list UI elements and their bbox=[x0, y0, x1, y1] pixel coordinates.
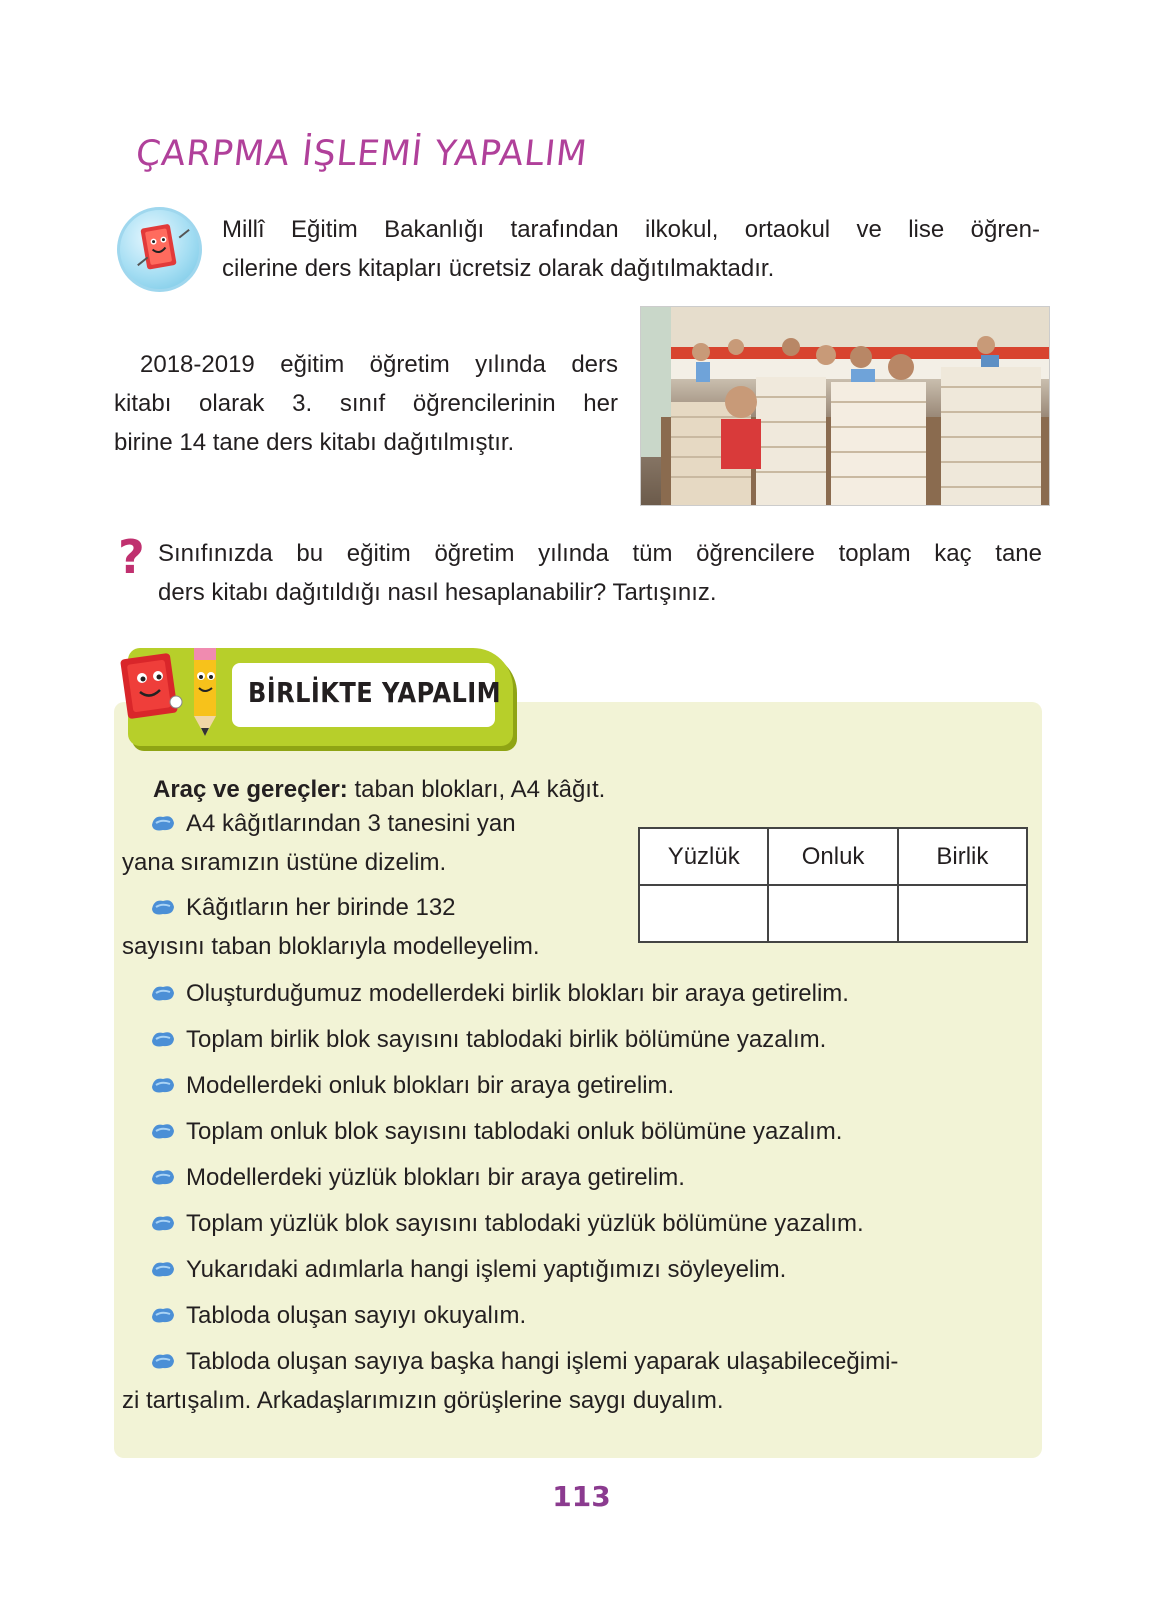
page-number: 113 bbox=[552, 1480, 611, 1513]
step-8-text: Toplam yüzlük blok sayısını tablodaki yüzlük bölümüne yazalım. bbox=[186, 1210, 864, 1237]
table-cell-yuzluk[interactable] bbox=[639, 885, 768, 942]
intro-line-1: Millî Eğitim Bakanlığı tarafından ilkokul, ortaokul ve lise öğren- bbox=[222, 216, 1040, 243]
blue-bullet-icon bbox=[150, 1068, 176, 1088]
step-10-text: Tabloda oluşan sayıyı okuyalım. bbox=[186, 1302, 527, 1329]
story-line-3: birine 14 tane ders kitabı dağıtılmıştır. bbox=[114, 429, 515, 456]
step-9-text: Yukarıdaki adımlarla hangi işlemi yaptığımızı söyleyelim. bbox=[186, 1256, 787, 1283]
blue-bullet-icon bbox=[150, 1344, 176, 1364]
step-11-line-1 bbox=[150, 1342, 1030, 1381]
blue-bullet-icon bbox=[150, 806, 176, 826]
step-5-text: Modellerdeki onluk blokları bir araya getirelim. bbox=[186, 1072, 675, 1099]
classroom-photo bbox=[640, 306, 1050, 506]
story-paragraph bbox=[114, 345, 618, 462]
question-paragraph bbox=[158, 534, 1042, 612]
step-6 bbox=[150, 1112, 842, 1151]
step-2-text-b: sayısını taban bloklarıyla modelleyelim. bbox=[122, 933, 540, 960]
step-6-text: Toplam onluk blok sayısını tablodaki onluk bölümüne yazalım. bbox=[186, 1118, 843, 1145]
step-4 bbox=[150, 1020, 826, 1059]
step-8 bbox=[150, 1204, 864, 1243]
story-line-2: kitabı olarak 3. sınıf öğrencilerinin her bbox=[114, 390, 618, 417]
book-mascot-icon bbox=[117, 207, 202, 292]
table-header-yuzluk: Yüzlük bbox=[639, 828, 768, 885]
place-value-table bbox=[638, 827, 1028, 943]
step-4-text: Toplam birlik blok sayısını tablodaki birlik bölümüne yazalım. bbox=[186, 1026, 827, 1053]
blue-bullet-icon bbox=[150, 976, 176, 996]
book-and-pencil-mascots-icon bbox=[116, 638, 236, 738]
blue-bullet-icon bbox=[150, 1114, 176, 1134]
step-5 bbox=[150, 1066, 674, 1105]
tools-value: taban blokları, A4 kâğıt. bbox=[347, 776, 606, 803]
step-7-text: Modellerdeki yüzlük blokları bir araya getirelim. bbox=[186, 1164, 685, 1191]
step-3 bbox=[150, 974, 849, 1013]
table-header-onluk: Onluk bbox=[768, 828, 897, 885]
table-cell-onluk[interactable] bbox=[768, 885, 897, 942]
story-line-1: 2018-2019 eğitim öğretim yılında ders bbox=[140, 351, 618, 378]
step-2-line-1 bbox=[150, 888, 456, 927]
blue-bullet-icon bbox=[150, 1298, 176, 1318]
table-cell-birlik[interactable] bbox=[898, 885, 1027, 942]
step-3-text: Oluşturduğumuz modellerdeki birlik blokları bir araya getirelim. bbox=[186, 980, 849, 1007]
step-11-text-b: zi tartışalım. Arkadaşlarımızın görüşlerine saygı duyalım. bbox=[122, 1387, 724, 1414]
tools-line bbox=[153, 774, 605, 806]
step-9 bbox=[150, 1250, 786, 1289]
tools-label: Araç ve gereçler: bbox=[153, 776, 348, 803]
table-header-row bbox=[639, 828, 1027, 885]
step-2-text-a: Kâğıtların her birinde 132 bbox=[186, 894, 456, 921]
blue-bullet-icon bbox=[150, 1252, 176, 1272]
page-title: ÇARPMA İŞLEMİ YAPALIM bbox=[133, 134, 590, 174]
question-line-2: ders kitabı dağıtıldığı nasıl hesaplanabilir? Tartışınız. bbox=[158, 579, 717, 606]
blue-bullet-icon bbox=[150, 890, 176, 910]
question-line-1: Sınıfınızda bu eğitim öğretim yılında tüm öğrencilere toplam kaç tane bbox=[158, 540, 1042, 567]
intro-line-2: cilerine ders kitapları ücretsiz olarak dağıtılmaktadır. bbox=[222, 255, 775, 282]
table-row bbox=[639, 885, 1027, 942]
intro-paragraph bbox=[222, 210, 1040, 288]
step-1-text-a: A4 kâğıtlarından 3 tanesini yan bbox=[186, 810, 516, 837]
step-7 bbox=[150, 1158, 685, 1197]
blue-bullet-icon bbox=[150, 1022, 176, 1042]
step-10 bbox=[150, 1296, 526, 1335]
table-header-birlik: Birlik bbox=[898, 828, 1027, 885]
step-1-line-1 bbox=[150, 804, 516, 843]
step-1-text-b: yana sıramızın üstüne dizelim. bbox=[122, 849, 447, 876]
activity-banner-title: BİRLİKTE YAPALIM bbox=[248, 676, 502, 709]
step-11-text-a: Tabloda oluşan sayıya başka hangi işlemi yaparak ulaşabileceğimi- bbox=[186, 1348, 899, 1375]
blue-bullet-icon bbox=[150, 1206, 176, 1226]
blue-bullet-icon bbox=[150, 1160, 176, 1180]
question-mark-icon: ? bbox=[118, 530, 145, 584]
